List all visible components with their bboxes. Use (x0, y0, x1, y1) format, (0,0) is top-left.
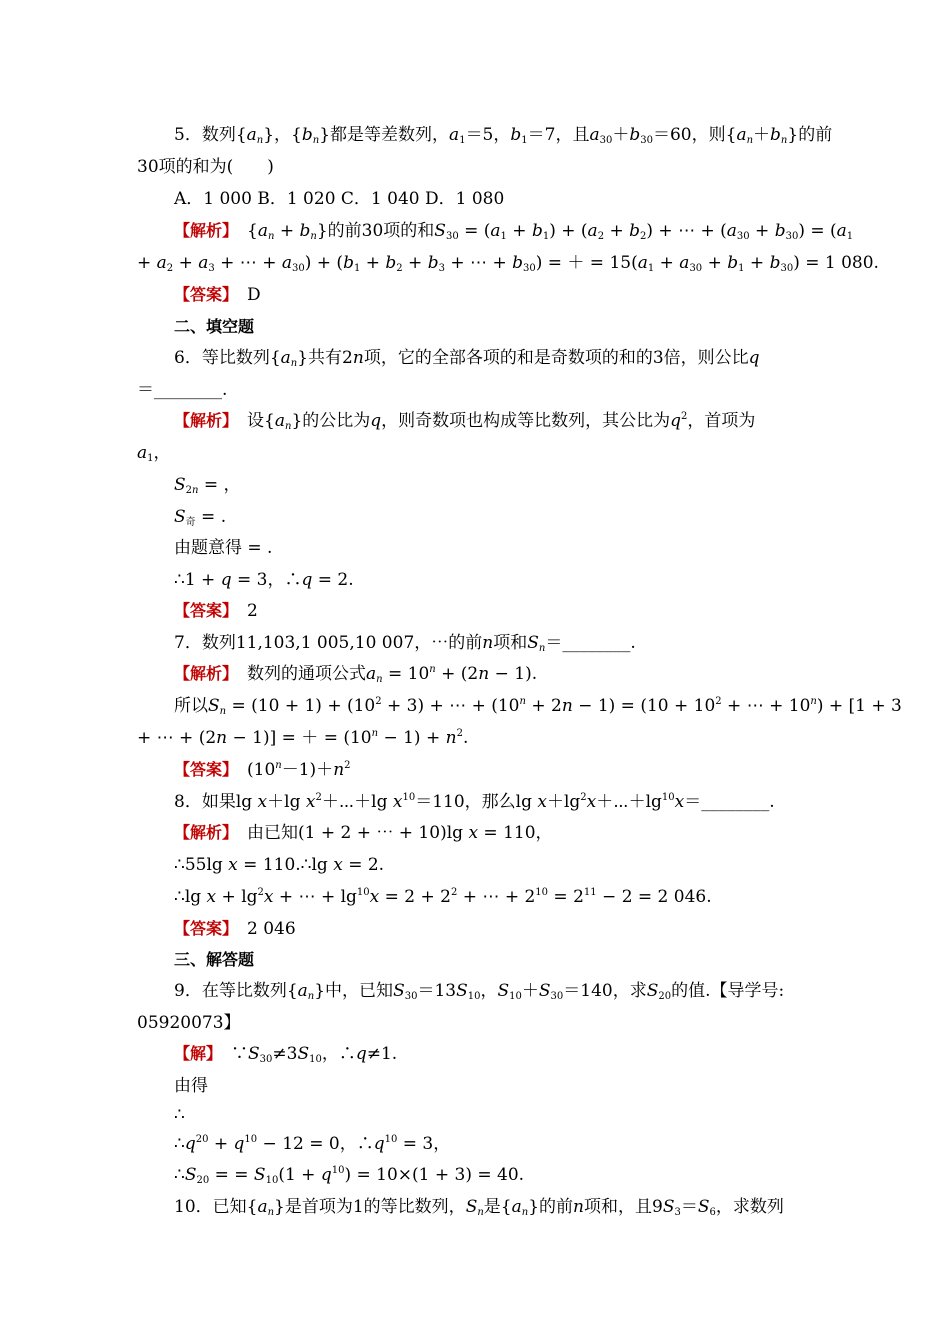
q5-analysis-line1: 【解析】 $\{a_n + b_n\}$的前30项的和$S_{30} = (a_1 + b_1) + (a_2 + b_2)$ + ⋯ + $(a_{30} + b_{30}) = (a_1$ (174, 221, 854, 242)
q6-s2n: $S_{2n}$ = ， (174, 475, 241, 496)
q9-solution-line1: 【解】 $\because S_{30}\ne 3S_{10}$，∴q≠1. (174, 1044, 398, 1065)
q9-stem-line1: 9．在等比数列$\{a_n\}$中，已知$S_{30}=13S_{10}$，$S_{10}+S_{30}=140$，求$S_{20}$的值.【导学号: (174, 981, 785, 1002)
q6-step2: ∴1 + q = 3，∴q = 2. (174, 570, 354, 590)
q6-sodd: $S_奇$ = . (174, 507, 227, 528)
q5-answer-value: D (247, 285, 261, 305)
analysis-label: 【解析】 (174, 221, 231, 240)
q6-analysis-line1: 【解析】 设$\{a_n\}$的公比为q，则奇数项也构成等比数列，其公比为$q^2$，首项为 (174, 411, 756, 432)
analysis-label: 【解析】 (174, 411, 231, 430)
q6-analysis-line2: $a_1$， (137, 443, 171, 464)
answer-label: 【答案】 (174, 285, 231, 304)
q5-answer (174, 284, 817, 306)
section-solve: 三、解答题 (174, 950, 255, 969)
q5-analysis-line2: + $a_2 + a_3$ + ⋯ + $a_{30}) + (b_1 + b_2 + b_3$ + ⋯ + $b_{30}$) = ＋ = $15(a_1 + a_{30} + b_1 + b_{30}) = 1$ 080. (137, 253, 879, 274)
q9-stem-line2: 05920073】 (137, 1013, 241, 1033)
answer-label: 【答案】 (174, 601, 231, 620)
q7-analysis-line2: 所以$S_n = (10 + 1) + (10^2 + 3)$ + ⋯ + $(10^n + 2n - 1) = (10 + 10^2$ + ⋯ + $10^n) + [1 + 3$ (174, 696, 902, 717)
q6-answer (174, 600, 817, 622)
q6-stem-line1: 6．等比数列$\{a_n\}$共有2n项，它的全部各项的和是奇数项的和的3倍，则公比q (174, 348, 760, 369)
q10-stem-line1: 10．已知$\{a_n\}$是首项为1的等比数列，$S_n$是$\{a_n\}$的前n项和，且$9S_3=S_6$，求数列 (174, 1197, 784, 1218)
q9-step3: $\therefore q^{20} + q^{10} - 12 = 0$，$\therefore q^{10} = 3$， (174, 1134, 451, 1154)
q7-analysis-line3: + ⋯ + (2n − 1)] = ＋ = $(10^n - 1) + n^2$. (137, 728, 469, 748)
q8-stem: 8．如果lg x＋lg $x^2+\cdots+\lg$ $x^{10}=110$，那么$\lg x+\lg^2x+\cdots+\lg^{10}x=\_\_\_\_\_\_\_\_$. (174, 792, 775, 812)
q5-stem-line2: 30项的和为( ) (137, 157, 274, 177)
q7-answer: 【答案】 $(10^n-1)+n^2$ (174, 760, 351, 780)
q8-answer (174, 918, 817, 940)
section-fill-blank: 二、填空题 (174, 317, 255, 336)
q8-step1: ∴55lg x = 110.∴lg x = 2. (174, 855, 385, 875)
q8-analysis-line1: 【解析】 由已知(1 + 2 + ⋯ + 10)lg x = 110， (174, 823, 553, 843)
q9-step4: $\therefore S_{20}$ = = $S_{10}(1 + q^{10}) = 10\times(1 + 3) = 40$. (174, 1165, 525, 1186)
q6-stem-line2: ＝________. (137, 380, 228, 400)
q8-answer-value: 2 046 (247, 919, 296, 939)
q5-options: A．1 000 B．1 020 C．1 040 D．1 080 (174, 189, 505, 209)
solution-label: 【解】 (174, 1044, 215, 1063)
answer-label: 【答案】 (174, 919, 231, 938)
q6-step1: 由题意得 = . (174, 538, 273, 558)
q9-step2: ∴ (174, 1105, 185, 1125)
q9-step1: 由得 (174, 1076, 208, 1096)
analysis-label: 【解析】 (174, 664, 231, 683)
answer-label: 【答案】 (174, 760, 231, 779)
q8-step2: ∴lg $x + \lg^2x$ + ⋯ + $\lg^{10}x = 2 + 2^2$ + ⋯ + $2^{10} = 2^{11} - 2 = 2$ 046. (174, 887, 712, 907)
analysis-label: 【解析】 (174, 823, 231, 842)
q7-stem: 7．数列11,103,1 005,10 007，⋯的前n项和$S_n=\_\_\_\_\_\_\_\_$. (174, 633, 636, 654)
q5-stem-line1: 5．数列$\{a_n\}$，$\{b_n\}$都是等差数列，$a_1=5$，$b_1=7$，且$a_{30}+b_{30}=60$，则$\{a_n+b_n\}$的前 (174, 125, 833, 146)
q6-answer-value: 2 (247, 601, 258, 621)
q7-analysis-line1: 【解析】 数列的通项公式$a_n = 10^n + (2n - 1)$. (174, 664, 538, 685)
